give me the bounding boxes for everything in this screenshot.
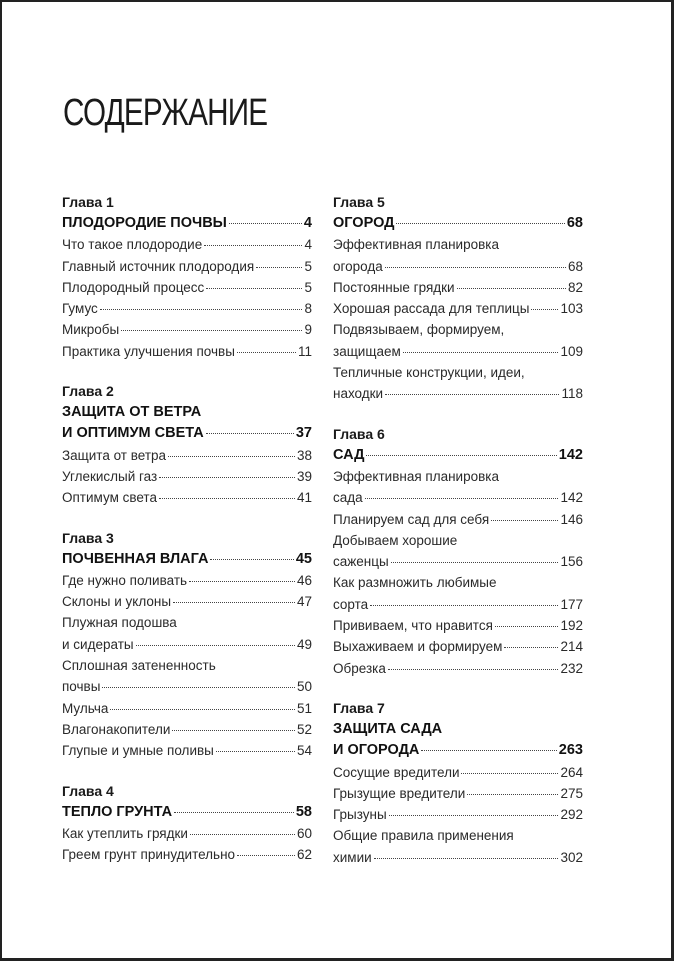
dot-leader xyxy=(385,393,559,395)
toc-entry-text: Главный источник плодородия xyxy=(62,258,255,274)
toc-column-left xyxy=(62,192,312,884)
page-number: 142 xyxy=(560,490,583,506)
toc-entry[interactable] xyxy=(62,591,312,612)
page-number: 146 xyxy=(560,511,583,527)
toc-entry[interactable] xyxy=(62,823,312,844)
toc-entry[interactable] xyxy=(62,445,312,466)
toc-entry-text: защищаем xyxy=(333,343,401,359)
dot-leader xyxy=(461,772,558,774)
chapter-heading-line[interactable]: ЗАЩИТА ОТ ВЕТРА xyxy=(62,404,202,421)
dot-leader xyxy=(216,750,295,752)
toc-entry-text: Прививаем, что нравится xyxy=(333,618,493,634)
chapter-heading-text: ПОЧВЕННАЯ ВЛАГА xyxy=(62,550,209,567)
dot-leader xyxy=(457,287,566,289)
toc-entry-text: Глупые и умные поливы xyxy=(62,743,214,759)
toc-entry-text: Мульча xyxy=(62,700,109,716)
chapter-heading[interactable] xyxy=(62,423,312,444)
page-number: 68 xyxy=(566,215,583,231)
dot-leader xyxy=(102,686,295,688)
toc-entry-text: Выхаживаем и формируем xyxy=(333,639,503,655)
page-number: 37 xyxy=(295,425,312,442)
page-number: 192 xyxy=(560,618,583,634)
dot-leader xyxy=(366,454,556,456)
chapter-heading[interactable] xyxy=(62,802,312,823)
dot-leader xyxy=(396,222,564,224)
page-number: 52 xyxy=(296,721,312,737)
toc-entry-text: Практика улучшения почвы xyxy=(62,343,235,359)
toc-entry-line[interactable]: Сплошная затененность xyxy=(62,658,216,674)
toc-entry[interactable] xyxy=(62,844,312,865)
dot-leader xyxy=(229,222,302,224)
toc-entry-line[interactable]: Плужная подошва xyxy=(62,615,177,631)
toc-chapter xyxy=(62,381,312,508)
page-number: 4 xyxy=(303,215,312,231)
dot-leader xyxy=(174,811,294,813)
page-number: 142 xyxy=(558,446,583,463)
toc-entry[interactable] xyxy=(333,277,583,298)
toc-entry[interactable] xyxy=(333,658,583,679)
chapter-heading[interactable] xyxy=(62,549,312,570)
toc-entry-text: Гумус xyxy=(62,301,98,317)
dot-leader xyxy=(491,519,558,521)
toc-entry-line[interactable]: Добываем хорошие xyxy=(333,532,458,548)
page-number: 54 xyxy=(296,743,312,759)
toc-chapter xyxy=(62,192,312,362)
dot-leader xyxy=(172,729,295,731)
dot-leader xyxy=(210,558,293,560)
toc-entry-text: Греем грунт принудительно xyxy=(62,847,236,863)
toc-entry[interactable] xyxy=(62,341,312,362)
chapter-label: Глава 6 xyxy=(333,425,385,442)
toc-entry-text: Оптимум света xyxy=(62,490,157,506)
chapter-heading-text: ПЛОДОРОДИЕ ПОЧВЫ xyxy=(62,215,227,231)
page-number: 9 xyxy=(304,322,312,338)
toc-entry-text: огорода xyxy=(333,258,383,274)
toc-entry-text: Грызуны xyxy=(333,807,387,823)
page-number: 68 xyxy=(567,258,583,274)
dot-leader xyxy=(121,329,302,331)
page-number: 8 xyxy=(304,301,312,317)
dot-leader xyxy=(206,432,294,434)
page-number: 60 xyxy=(296,825,312,841)
toc-entry-text: сорта xyxy=(333,596,369,612)
page-number: 38 xyxy=(296,447,312,463)
page-number: 275 xyxy=(560,785,583,801)
toc-entry[interactable] xyxy=(62,234,312,255)
dot-leader xyxy=(110,708,295,710)
toc-chapter xyxy=(62,528,312,762)
toc-entry[interactable] xyxy=(333,804,583,825)
page-number: 11 xyxy=(297,343,312,359)
chapter-heading-text: И ОГОРОДА xyxy=(333,742,420,759)
page-title: СОДЕРЖАНИЕ xyxy=(63,92,268,134)
dot-leader xyxy=(495,625,559,627)
dot-leader xyxy=(389,814,559,816)
toc-chapter xyxy=(333,424,583,679)
page-number: 82 xyxy=(567,279,583,295)
page-number: 41 xyxy=(296,490,312,506)
toc-entry[interactable] xyxy=(333,383,583,404)
toc-entry[interactable] xyxy=(62,319,312,340)
toc-entry-text: сада xyxy=(333,490,363,506)
page-number: 5 xyxy=(304,279,312,295)
page-number: 177 xyxy=(560,596,583,612)
dot-leader xyxy=(168,455,295,457)
toc-entry-text: Склоны и уклоны xyxy=(62,594,172,610)
page-number: 109 xyxy=(560,343,583,359)
chapter-heading[interactable] xyxy=(333,445,583,466)
dot-leader xyxy=(374,857,559,859)
dot-leader xyxy=(256,266,302,268)
toc-entry-text: саженцы xyxy=(333,554,389,570)
toc-entry[interactable] xyxy=(62,570,312,591)
dot-leader xyxy=(388,668,559,670)
dot-leader xyxy=(385,266,566,268)
toc-entry[interactable] xyxy=(333,298,583,319)
page-number: 156 xyxy=(560,554,583,570)
chapter-heading-text: ТЕПЛО ГРУНТА xyxy=(62,803,173,820)
dot-leader xyxy=(365,497,559,499)
toc-entry[interactable] xyxy=(333,594,583,615)
page-number: 118 xyxy=(561,386,583,402)
toc-entry[interactable] xyxy=(333,256,583,277)
dot-leader xyxy=(504,646,558,648)
toc-entry[interactable] xyxy=(333,341,583,362)
toc-entry[interactable] xyxy=(333,847,583,868)
dot-leader xyxy=(100,308,303,310)
toc-entry-text: Микробы xyxy=(62,322,120,338)
toc-entry[interactable] xyxy=(62,719,312,740)
chapter-heading-text: И ОПТИМУМ СВЕТА xyxy=(62,425,204,442)
toc-entry-text: Защита от ветра xyxy=(62,447,167,463)
dot-leader xyxy=(421,749,556,751)
page-number: 302 xyxy=(560,849,583,865)
toc-entry[interactable] xyxy=(62,740,312,761)
page-number: 39 xyxy=(296,468,312,484)
toc-entry-text: находки xyxy=(333,386,384,402)
page-number: 4 xyxy=(304,237,312,253)
toc-entry[interactable] xyxy=(62,466,312,487)
toc-entry[interactable] xyxy=(333,551,583,572)
page-number: 232 xyxy=(560,660,583,676)
toc-entry-text: почвы xyxy=(62,679,101,695)
toc-entry-text: Хорошая рассада для теплицы xyxy=(333,301,530,317)
page-number: 51 xyxy=(296,700,312,716)
dot-leader xyxy=(237,351,296,353)
toc-entry-text: Углекислый газ xyxy=(62,468,158,484)
toc-entry-text: Планируем сад для себя xyxy=(333,511,490,527)
chapter-heading-text: ОГОРОД xyxy=(333,215,395,231)
toc-entry-line[interactable]: Как размножить любимые xyxy=(333,575,497,591)
toc-entry-line[interactable]: Тепличные конструкции, идеи, xyxy=(333,365,525,381)
page-number: 46 xyxy=(296,572,312,588)
toc-entry-text: Плодородный процесс xyxy=(62,279,205,295)
toc-entry-text: химии xyxy=(333,849,372,865)
dot-leader xyxy=(136,644,295,646)
chapter-heading-line[interactable]: ЗАЩИТА САДА xyxy=(333,720,443,737)
page-number: 264 xyxy=(560,764,583,780)
page-number: 49 xyxy=(296,636,312,652)
chapter-label: Глава 3 xyxy=(62,529,114,546)
toc-entry[interactable] xyxy=(333,783,583,804)
toc-page xyxy=(2,2,671,958)
toc-entry[interactable] xyxy=(62,298,312,319)
toc-entry-text: Влагонакопители xyxy=(62,721,171,737)
dot-leader xyxy=(190,833,295,835)
chapter-heading[interactable] xyxy=(333,213,583,234)
dot-leader xyxy=(206,287,302,289)
chapter-label: Глава 2 xyxy=(62,383,114,400)
page-number: 5 xyxy=(304,258,312,274)
page-number: 292 xyxy=(560,807,583,823)
toc-entry-text: и сидераты xyxy=(62,636,134,652)
toc-entry-text: Сосущие вредители xyxy=(333,764,460,780)
dot-leader xyxy=(370,604,558,606)
toc-entry[interactable] xyxy=(62,698,312,719)
chapter-label: Глава 7 xyxy=(333,699,385,716)
toc-entry-text: Что такое плодородие xyxy=(62,237,203,253)
dot-leader xyxy=(173,601,295,603)
toc-entry[interactable] xyxy=(62,277,312,298)
chapter-label: Глава 5 xyxy=(333,194,385,210)
page-number: 214 xyxy=(560,639,583,655)
toc-chapter xyxy=(62,781,312,866)
toc-entry-text: Где нужно поливать xyxy=(62,572,188,588)
chapter-heading[interactable] xyxy=(62,213,312,234)
chapter-heading[interactable] xyxy=(333,740,583,761)
toc-entry-line[interactable]: Подвязываем, формируем, xyxy=(333,322,505,338)
dot-leader xyxy=(159,497,295,499)
dot-leader xyxy=(467,793,558,795)
dot-leader xyxy=(391,561,559,563)
toc-chapter xyxy=(333,698,583,868)
page-number: 62 xyxy=(296,847,312,863)
toc-chapter xyxy=(333,192,583,405)
toc-entry[interactable] xyxy=(333,762,583,783)
chapter-label: Глава 1 xyxy=(62,194,114,210)
toc-entry[interactable] xyxy=(62,676,312,697)
toc-entry[interactable] xyxy=(333,487,583,508)
page-number: 47 xyxy=(296,594,312,610)
toc-entry[interactable] xyxy=(333,509,583,530)
toc-entry-text: Как утеплить грядки xyxy=(62,825,188,841)
toc-entry[interactable] xyxy=(62,487,312,508)
dot-leader xyxy=(189,580,295,582)
page-number: 58 xyxy=(295,803,312,820)
toc-entry-line[interactable]: Эффективная планировка xyxy=(333,468,499,484)
dot-leader xyxy=(237,854,295,856)
toc-entry-line[interactable]: Эффективная планировка xyxy=(333,237,499,253)
toc-entry[interactable] xyxy=(333,636,583,657)
page-number: 103 xyxy=(560,301,583,317)
dot-leader xyxy=(204,244,302,246)
toc-column-right xyxy=(333,192,583,887)
dot-leader xyxy=(403,351,559,353)
dot-leader xyxy=(531,308,558,310)
dot-leader xyxy=(159,476,295,478)
chapter-heading-text: САД xyxy=(333,446,365,463)
toc-entry[interactable] xyxy=(333,615,583,636)
toc-entry-line[interactable]: Общие правила применения xyxy=(333,828,514,844)
toc-entry-text: Грызущие вредители xyxy=(333,785,466,801)
chapter-label: Глава 4 xyxy=(62,782,114,799)
page-number: 263 xyxy=(558,742,583,759)
toc-entry[interactable] xyxy=(62,634,312,655)
toc-entry-text: Постоянные грядки xyxy=(333,279,455,295)
toc-entry[interactable] xyxy=(62,256,312,277)
page-number: 50 xyxy=(296,679,312,695)
page-number: 45 xyxy=(295,550,312,567)
toc-entry-text: Обрезка xyxy=(333,660,386,676)
